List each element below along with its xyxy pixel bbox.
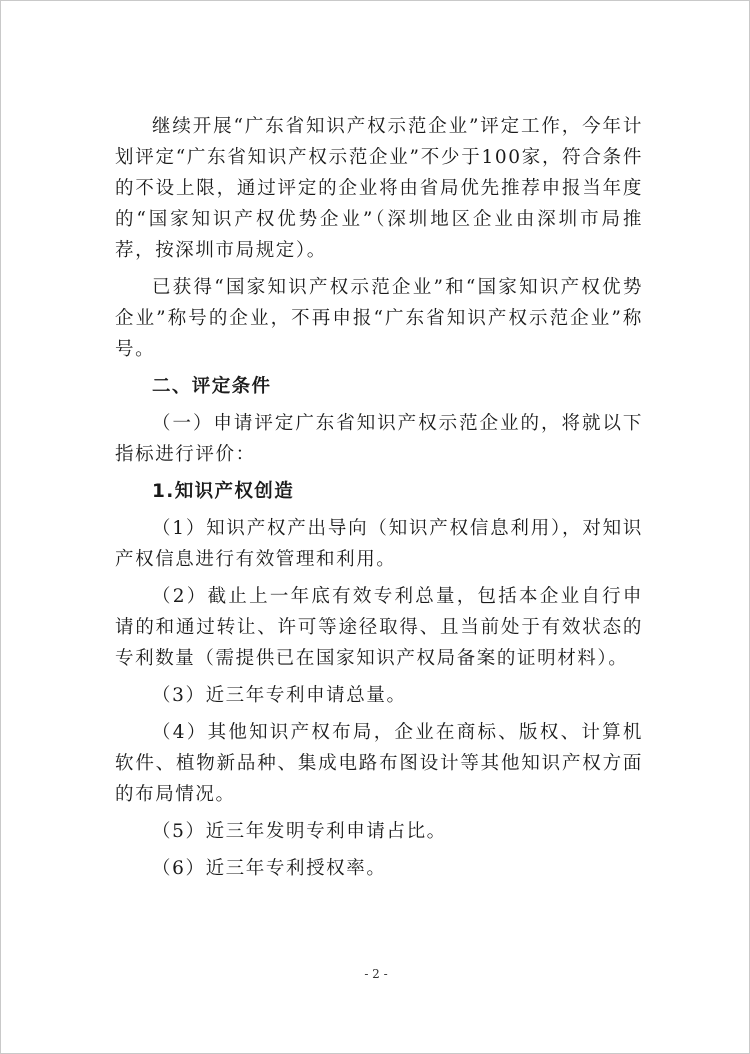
list-item: （2）截止上一年底有效专利总量，包括本企业自行申请的和通过转让、许可等途径取得、且当前处于有效状态的专利数量（需提供已在国家知识产权局备案的证明材料）。 xyxy=(115,586,643,669)
list-item: （1）知识产权产出导向（知识产权信息利用），对知识产权信息进行有效管理和利用。 xyxy=(115,518,643,570)
intro-paragraph: （一）申请评定广东省知识产权示范企业的，将就以下指标进行评价： xyxy=(115,413,643,465)
document-body xyxy=(115,111,643,890)
section-heading: 二、评定条件 xyxy=(152,376,272,397)
list-item: （4）其他知识产权布局，企业在商标、版权、计算机软件、植物新品种、集成电路布图设计等其他知识产权方面的布局情况。 xyxy=(115,722,643,805)
list-item: （3）近三年专利申请总量。 xyxy=(152,685,407,706)
paragraph: 继续开展“广东省知识产权示范企业”评定工作，今年计划评定“广东省知识产权示范企业”不少于100家，符合条件的不设上限，通过评定的企业将由省局优先推荐申报当年度的“国家知识产权优势企业”（深圳地区企业由深圳市局推荐，按深圳市局规定）。 xyxy=(115,116,643,261)
list-item: （6）近三年专利授权率。 xyxy=(152,858,387,879)
page-number: - 2 - xyxy=(364,967,388,981)
list-item: （5）近三年发明专利申请占比。 xyxy=(152,821,447,842)
paragraph: 已获得“国家知识产权示范企业”和“国家知识产权优势企业”称号的企业，不再申报“广东省知识产权示范企业”称号。 xyxy=(115,277,643,360)
subsection-heading: 1.知识产权创造 xyxy=(152,481,295,502)
